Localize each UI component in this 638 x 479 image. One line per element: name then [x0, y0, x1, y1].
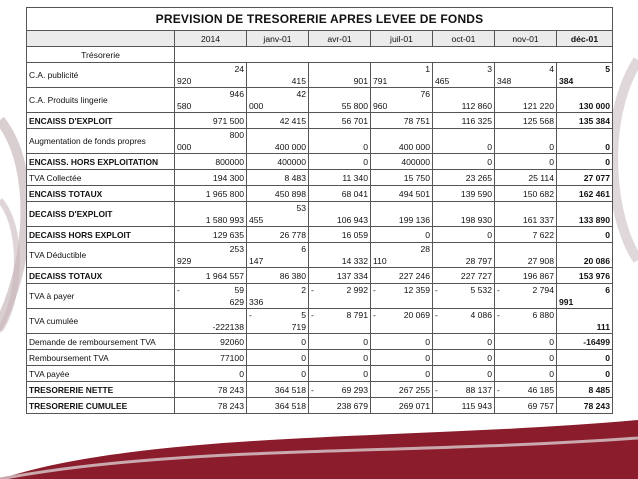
cell-value-bottom: 27 908 [527, 256, 554, 266]
column-header: janv-01 [247, 31, 309, 47]
table-cell [495, 129, 557, 154]
table-row [27, 154, 613, 170]
table-cell [433, 63, 495, 88]
table-cell [175, 243, 247, 268]
cell-value: 46 185 [527, 384, 554, 395]
table-cell: 78 243 [175, 382, 247, 398]
table-cell: 78 243 [557, 398, 613, 414]
table-cell: 1 964 557 [175, 268, 247, 284]
table-cell: 0 [309, 334, 371, 350]
table-cell: 8 483 [247, 170, 309, 186]
table-cell: 400000 [247, 154, 309, 170]
minus-sign: - [435, 310, 438, 320]
table-cell [247, 63, 309, 88]
header-corner-cell [27, 31, 175, 47]
row-label: Augmentation de fonds propres [27, 129, 175, 154]
minus-sign: - [311, 310, 314, 320]
table-cell: 0 [557, 366, 613, 382]
minus-sign: - [311, 384, 314, 395]
cell-value-bottom: 111 [596, 322, 610, 332]
minus-sign: - [435, 384, 438, 395]
cell-value-bottom: -222138 [212, 322, 244, 332]
minus-sign: - [249, 310, 252, 320]
cell-value-bottom: 20 086 [583, 256, 610, 266]
table-cell: 0 [175, 366, 247, 382]
cell-value-bottom: 719 [291, 322, 306, 332]
table-cell: 26 778 [247, 227, 309, 243]
cell-value-bottom: 991 [559, 297, 574, 307]
table-row [27, 350, 613, 366]
table-cell [247, 309, 309, 334]
table-cell: 15 750 [371, 170, 433, 186]
cell-value-bottom: 400 000 [274, 142, 306, 152]
table-cell [557, 202, 613, 227]
table-row [27, 186, 613, 202]
row-label: TVA Déductible [27, 243, 175, 268]
minus-sign: - [497, 285, 500, 295]
table-cell: 227 727 [433, 268, 495, 284]
table-cell: 139 590 [433, 186, 495, 202]
table-cell [175, 284, 247, 309]
table-cell: 227 246 [371, 268, 433, 284]
column-header: avr-01 [309, 31, 371, 47]
cell-value-bottom: 960 [373, 101, 388, 111]
cell-value-bottom: 112 860 [461, 101, 492, 111]
table-cell: 364 518 [247, 382, 309, 398]
column-header: nov-01 [495, 31, 557, 47]
treasury-forecast-table-wrapper [26, 7, 612, 414]
table-cell: 116 325 [433, 113, 495, 129]
table-row [27, 398, 613, 414]
table-title: PREVISION DE TRESORERIE APRES LEVEE DE FONDS [27, 8, 613, 31]
cell-value-top: 5 [605, 64, 610, 74]
cell-value-top: 4 086 [470, 310, 492, 320]
cell-value-bottom: 465 [435, 76, 450, 86]
table-cell: 364 518 [247, 398, 309, 414]
row-label: ENCAISS TOTAUX [27, 186, 175, 202]
table-cell [371, 243, 433, 268]
cell-value-bottom: 147 [249, 256, 264, 266]
table-cell: 0 [557, 154, 613, 170]
table-cell [371, 284, 433, 309]
table-row [27, 284, 613, 309]
table-cell: 137 334 [309, 268, 371, 284]
row-label: TVA payée [27, 366, 175, 382]
column-header: 2014 [175, 31, 247, 47]
table-cell [557, 88, 613, 113]
cell-value-top: 2 794 [532, 285, 554, 295]
table-cell: 86 380 [247, 268, 309, 284]
table-row [27, 63, 613, 88]
cell-value-top: 1 [425, 64, 430, 74]
table-cell: 23 265 [433, 170, 495, 186]
table-cell: 0 [495, 350, 557, 366]
table-cell: 68 041 [309, 186, 371, 202]
table-cell: 11 340 [309, 170, 371, 186]
cell-value-top: 5 [301, 310, 306, 320]
table-cell: 16 059 [309, 227, 371, 243]
table-cell [309, 88, 371, 113]
table-cell [247, 129, 309, 154]
minus-sign: - [373, 285, 376, 295]
cell-value-bottom: 580 [177, 101, 192, 111]
table-cell [495, 382, 557, 398]
table-cell: 92060 [175, 334, 247, 350]
table-cell [309, 243, 371, 268]
table-cell [309, 309, 371, 334]
table-cell: 162 461 [557, 186, 613, 202]
cell-value-bottom: 791 [373, 76, 388, 86]
table-cell: 269 071 [371, 398, 433, 414]
table-cell: 1 965 800 [175, 186, 247, 202]
row-label: TVA Collectée [27, 170, 175, 186]
cell-value-top: 28 [420, 244, 430, 254]
table-cell: 0 [371, 350, 433, 366]
table-cell [309, 284, 371, 309]
table-cell: 971 500 [175, 113, 247, 129]
table-cell: 238 679 [309, 398, 371, 414]
cell-value-bottom: 14 332 [341, 256, 368, 266]
column-header: oct-01 [433, 31, 495, 47]
table-cell [495, 284, 557, 309]
table-cell: 7 622 [495, 227, 557, 243]
table-cell: 42 415 [247, 113, 309, 129]
row-label: TVA cumulée [27, 309, 175, 334]
row-label: C.A. Produits lingerie [27, 88, 175, 113]
cell-value-bottom: 000 [249, 101, 264, 111]
minus-sign: - [497, 384, 500, 395]
table-cell: 0 [433, 334, 495, 350]
table-cell [247, 284, 309, 309]
table-cell: 0 [371, 366, 433, 382]
table-cell: 0 [557, 350, 613, 366]
row-label: TRESORERIE NETTE [27, 382, 175, 398]
table-cell [433, 202, 495, 227]
cell-value-bottom: 415 [291, 76, 306, 86]
table-cell [495, 63, 557, 88]
cell-value-top: 800 [229, 130, 244, 140]
table-cell: 0 [247, 334, 309, 350]
table-cell [371, 202, 433, 227]
minus-sign: - [497, 310, 500, 320]
row-label: DECAISS D'EXPLOIT [27, 202, 175, 227]
cell-value-bottom: 0 [549, 142, 554, 152]
cell-value-top: 8 791 [346, 310, 368, 320]
table-cell [433, 309, 495, 334]
cell-value-bottom: 110 [373, 256, 387, 266]
table-cell: 0 [495, 334, 557, 350]
minus-sign: - [435, 285, 438, 295]
table-cell: 0 [247, 366, 309, 382]
cell-value-top: 20 069 [403, 310, 430, 320]
table-cell [175, 202, 247, 227]
cell-value-bottom: 161 337 [522, 215, 554, 225]
cell-value-bottom: 133 890 [578, 215, 610, 225]
table-cell [175, 129, 247, 154]
table-cell: 0 [309, 154, 371, 170]
row-label: C.A. publicité [27, 63, 175, 88]
table-cell [247, 88, 309, 113]
cell-value-bottom: 0 [363, 142, 368, 152]
cell-value-bottom: 0 [487, 142, 492, 152]
table-cell: 194 300 [175, 170, 247, 186]
cell-value-bottom: 901 [353, 76, 368, 86]
table-row [27, 129, 613, 154]
cell-value-bottom: 130 000 [578, 101, 610, 111]
row-label: TVA à payer [27, 284, 175, 309]
row-label: DECAISS HORS EXPLOIT [27, 227, 175, 243]
table-cell: 0 [495, 366, 557, 382]
table-cell: 129 635 [175, 227, 247, 243]
table-cell [557, 129, 613, 154]
table-cell: 115 943 [433, 398, 495, 414]
cell-value-bottom: 55 800 [341, 101, 368, 111]
cell-value-top: 59 [234, 285, 244, 295]
table-row [27, 113, 613, 129]
table-cell: 78 751 [371, 113, 433, 129]
cell-value-top: 6 [605, 285, 610, 295]
table-cell [371, 129, 433, 154]
cell-value-top: 76 [420, 89, 430, 99]
table-cell: 0 [433, 154, 495, 170]
table-row [27, 170, 613, 186]
cell-value-top: 6 880 [532, 310, 554, 320]
table-cell [175, 309, 247, 334]
row-label: ENCAISS. HORS EXPLOITATION [27, 154, 175, 170]
cell-value-bottom: 199 136 [398, 215, 430, 225]
table-row [27, 88, 613, 113]
cell-value-bottom: 455 [249, 215, 264, 225]
table-cell: 450 898 [247, 186, 309, 202]
cell-value-bottom: 384 [559, 76, 574, 86]
table-cell [557, 63, 613, 88]
table-cell [557, 284, 613, 309]
table-cell [433, 382, 495, 398]
cell-value-top: 6 [301, 244, 306, 254]
row-label: Remboursement TVA [27, 350, 175, 366]
cell-value: 69 293 [341, 384, 368, 395]
table-cell: 267 255 [371, 382, 433, 398]
table-cell [247, 243, 309, 268]
cell-value-top: 253 [229, 244, 244, 254]
table-cell [495, 88, 557, 113]
table-row [27, 309, 613, 334]
table-cell [309, 129, 371, 154]
table-cell [433, 243, 495, 268]
table-cell: 0 [309, 366, 371, 382]
table-cell: 0 [247, 350, 309, 366]
table-cell [433, 129, 495, 154]
table-cell [557, 243, 613, 268]
table-cell: 0 [557, 227, 613, 243]
cell-value-top: 2 [301, 285, 306, 295]
cell-value-bottom: 629 [229, 297, 244, 307]
table-cell: 25 114 [495, 170, 557, 186]
cell-value-bottom: 121 220 [522, 101, 554, 111]
table-cell [433, 88, 495, 113]
table-cell [247, 202, 309, 227]
cell-value-top: 12 359 [403, 285, 430, 295]
table-row [27, 202, 613, 227]
table-cell: 800000 [175, 154, 247, 170]
table-cell [371, 309, 433, 334]
cell-value-top: 42 [296, 89, 306, 99]
table-cell: 0 [433, 366, 495, 382]
cell-value-bottom: 920 [177, 76, 192, 86]
treasury-forecast-table [26, 7, 613, 414]
cell-value: 88 137 [465, 384, 492, 395]
table-row [27, 366, 613, 382]
minus-sign: - [311, 285, 314, 295]
table-cell [433, 284, 495, 309]
cell-value-top: 5 532 [470, 285, 492, 295]
minus-sign: - [177, 285, 180, 295]
row-label: TRESORERIE CUMULEE [27, 398, 175, 414]
cell-value-bottom: 000 [177, 142, 192, 152]
table-cell [495, 309, 557, 334]
cell-value-bottom: 336 [249, 297, 264, 307]
cell-value-top: 53 [296, 203, 306, 213]
cell-value-bottom: 198 930 [460, 215, 492, 225]
table-cell [371, 63, 433, 88]
table-cell: 125 568 [495, 113, 557, 129]
table-cell [175, 63, 247, 88]
cell-value-bottom: 106 943 [336, 215, 368, 225]
cell-value-bottom: 0 [605, 142, 610, 152]
cell-value-bottom: 1 580 993 [205, 215, 244, 225]
subheader-empty-cell [175, 47, 613, 63]
table-cell: 0 [495, 154, 557, 170]
table-cell: 494 501 [371, 186, 433, 202]
table-cell: 0 [433, 227, 495, 243]
cell-value-bottom: 348 [497, 76, 512, 86]
table-cell: 8 485 [557, 382, 613, 398]
table-cell [309, 202, 371, 227]
cell-value-top: 24 [234, 64, 244, 74]
table-cell: 0 [309, 350, 371, 366]
table-row [27, 227, 613, 243]
table-cell [309, 63, 371, 88]
table-cell: 400000 [371, 154, 433, 170]
table-cell: 78 243 [175, 398, 247, 414]
row-label: DECAISS TOTAUX [27, 268, 175, 284]
table-cell: -16499 [557, 334, 613, 350]
table-cell: 56 701 [309, 113, 371, 129]
table-cell [309, 382, 371, 398]
row-label: ENCAISS D'EXPLOIT [27, 113, 175, 129]
table-cell: 153 976 [557, 268, 613, 284]
cell-value-top: 946 [229, 89, 244, 99]
table-cell: 69 757 [495, 398, 557, 414]
table-cell [371, 88, 433, 113]
column-header: juil-01 [371, 31, 433, 47]
table-cell: 150 682 [495, 186, 557, 202]
cell-value-top: 2 992 [346, 285, 368, 295]
table-cell: 196 867 [495, 268, 557, 284]
row-label: Demande de remboursement TVA [27, 334, 175, 350]
table-cell: 135 384 [557, 113, 613, 129]
table-row [27, 382, 613, 398]
table-cell [557, 309, 613, 334]
cell-value-top: 3 [487, 64, 492, 74]
cell-value-bottom: 929 [177, 256, 192, 266]
table-cell: 0 [371, 227, 433, 243]
table-cell: 27 077 [557, 170, 613, 186]
table-cell: 0 [433, 350, 495, 366]
subheader-tresorerie: Trésorerie [27, 47, 175, 63]
table-cell [495, 243, 557, 268]
cell-value-top: 4 [549, 64, 554, 74]
cell-value-bottom: 28 797 [465, 256, 492, 266]
table-row [27, 334, 613, 350]
minus-sign: - [373, 310, 376, 320]
table-cell [175, 88, 247, 113]
table-cell: 77100 [175, 350, 247, 366]
cell-value-bottom: 400 000 [398, 142, 430, 152]
table-cell: 0 [371, 334, 433, 350]
table-row [27, 243, 613, 268]
column-header: déc-01 [557, 31, 613, 47]
table-row [27, 268, 613, 284]
table-cell [495, 202, 557, 227]
